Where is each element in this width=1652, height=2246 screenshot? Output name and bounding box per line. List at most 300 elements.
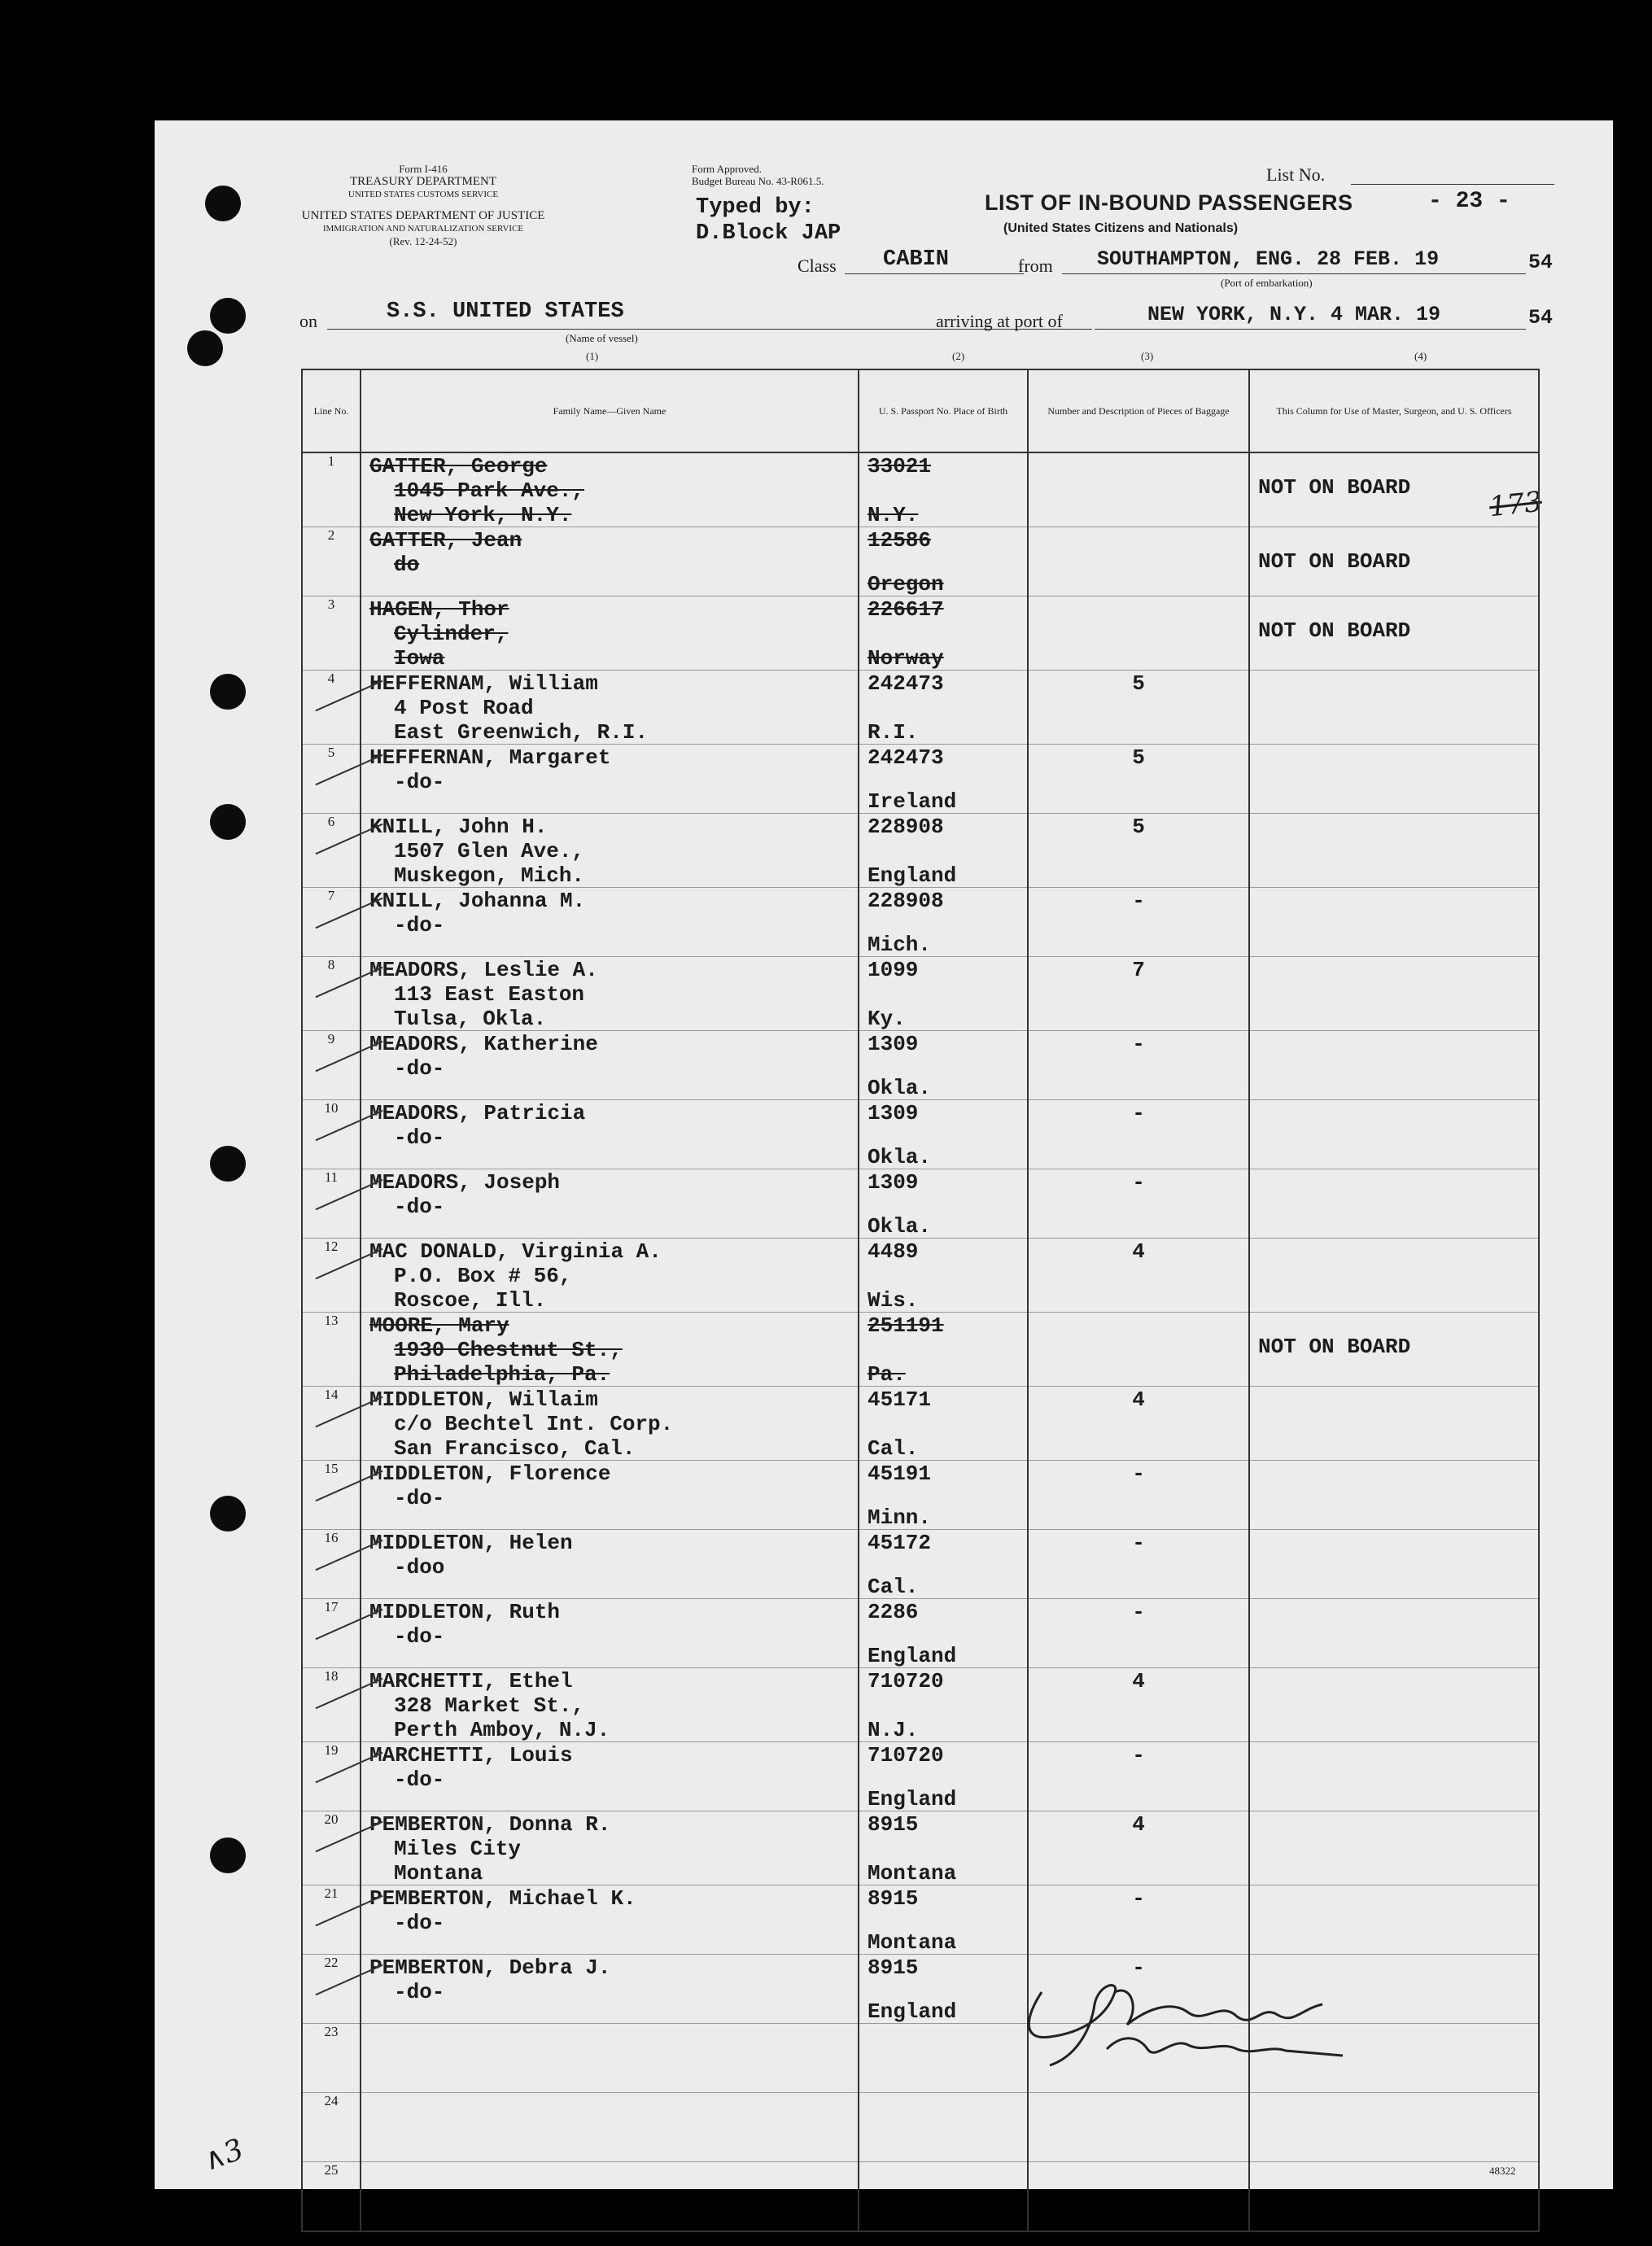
punch-hole [210, 1146, 246, 1182]
col-num-4: (4) [1414, 350, 1427, 362]
remark [1250, 1100, 1538, 1123]
name-cell [361, 745, 859, 814]
line-number: 24 [302, 2093, 361, 2162]
baggage-cell [1028, 1742, 1249, 1811]
passenger-name: PEMBERTON, Michael K. [369, 1886, 636, 1911]
on-label: on [299, 311, 317, 331]
baggage-count: 5 [1132, 745, 1145, 770]
name-cell [361, 1461, 859, 1530]
table-row [302, 452, 1539, 527]
remark [1250, 1886, 1538, 1908]
address-line-1: -do- [394, 1768, 445, 1792]
place-of-birth: N.Y. [868, 503, 919, 527]
passport-number: 8915 [868, 1886, 919, 1911]
passport-cell [859, 1387, 1028, 1461]
place-of-birth: Oregon [868, 572, 944, 596]
col-passport: U. S. Passport No. Place of Birth [859, 369, 1028, 452]
table-row [302, 745, 1539, 814]
passenger-name: MEADORS, Leslie A. [369, 958, 598, 982]
place-of-birth: Cal. [868, 1436, 919, 1461]
passport-cell [859, 1239, 1028, 1313]
passport-cell [859, 1461, 1028, 1530]
line-number: 13 [302, 1313, 361, 1387]
passport-cell [859, 1530, 1028, 1599]
place-of-birth: Okla. [868, 1145, 932, 1169]
officer-cell [1249, 1387, 1539, 1461]
table-row [302, 1886, 1539, 1955]
revision: (Rev. 12-24-52) [389, 235, 457, 247]
passport-number [859, 2162, 1027, 2164]
punch-hole [205, 186, 241, 221]
ins-service: IMMIGRATION AND NATURALIZATION SERVICE [322, 224, 524, 234]
officer-cell [1249, 1668, 1539, 1742]
passenger-name: MOORE, Mary [369, 1313, 509, 1338]
passport-number: 12586 [868, 528, 932, 553]
signature [1017, 1960, 1408, 2090]
place-of-birth: Wis. [868, 1288, 919, 1313]
table-row [302, 1031, 1539, 1100]
address-line-1: -do- [394, 1624, 445, 1649]
table-row [302, 1387, 1539, 1461]
remark [1250, 1031, 1538, 1054]
arrival-line [1095, 329, 1526, 330]
remark [1250, 1461, 1538, 1483]
baggage-count: 4 [1132, 1812, 1145, 1837]
passport-number: 33021 [868, 454, 932, 478]
arriving-label: arriving at port of [936, 311, 1063, 331]
passport-cell [859, 888, 1028, 957]
line-number: 5 [302, 745, 361, 814]
line-number: 4 [302, 671, 361, 745]
table-row [302, 1313, 1539, 1387]
name-cell [361, 1313, 859, 1387]
passenger-table [301, 369, 1540, 2232]
address-line-2: Roscoe, Ill. [394, 1288, 547, 1313]
officer-cell [1249, 1599, 1539, 1668]
passenger-name: MIDDLETON, Florence [369, 1462, 611, 1486]
arrival-year: 54 [1528, 306, 1554, 330]
baggage-count: - [1132, 1955, 1145, 1980]
address-line-1: -do- [394, 1486, 445, 1510]
passport-cell [859, 957, 1028, 1031]
baggage-cell [1028, 1530, 1249, 1599]
passport-number [859, 2024, 1027, 2025]
baggage-cell [1028, 671, 1249, 745]
address-line-1: 4 Post Road [394, 696, 534, 720]
place-of-birth: Ireland [868, 789, 957, 814]
officer-cell [1249, 1742, 1539, 1811]
col-num-1: (1) [586, 350, 599, 362]
place-of-birth: Okla. [868, 1076, 932, 1100]
table-header-row [302, 369, 1539, 452]
remark: NOT ON BOARD [1258, 549, 1411, 574]
treasury-dept: TREASURY DEPARTMENT [349, 175, 497, 188]
passport-number: 1309 [868, 1170, 919, 1195]
table-row [302, 1668, 1539, 1742]
baggage-cell [1028, 527, 1249, 596]
address-line-1: -do- [394, 1195, 445, 1219]
place-of-birth: England [868, 1999, 957, 2024]
address-line-1: Cylinder, [394, 622, 509, 646]
line-number: 12 [302, 1239, 361, 1313]
name-cell [361, 1742, 859, 1811]
passport-number: 45172 [868, 1531, 932, 1555]
name-cell [361, 888, 859, 957]
typist: D.Block JAP [696, 221, 841, 246]
table-row [302, 596, 1539, 671]
remark [1250, 671, 1538, 693]
passport-cell [859, 1313, 1028, 1387]
baggage-cell [1028, 1599, 1249, 1668]
table-row [302, 527, 1539, 596]
remark [1250, 1387, 1538, 1409]
place-of-birth: England [868, 863, 957, 888]
table-row [302, 1169, 1539, 1239]
line-number: 1 [302, 452, 361, 527]
class-line [845, 273, 1024, 274]
address-line-1: P.O. Box # 56, [394, 1264, 572, 1288]
passenger-name: MEADORS, Katherine [369, 1032, 598, 1056]
list-no-label: List No. [1266, 164, 1326, 185]
baggage-cell [1028, 452, 1249, 527]
remark [1250, 814, 1538, 837]
baggage-cell [1028, 1387, 1249, 1461]
justice-dept: UNITED STATES DEPARTMENT OF JUSTICE [301, 209, 545, 222]
address-line-2: New York, N.Y. [394, 503, 572, 527]
remark [1250, 1530, 1538, 1553]
baggage-cell [1028, 1100, 1249, 1169]
name-cell [361, 1031, 859, 1100]
name-cell [361, 957, 859, 1031]
name-cell [361, 1387, 859, 1461]
baggage-count: - [1132, 889, 1145, 913]
punch-hole [210, 298, 246, 334]
passport-number: 242473 [868, 671, 944, 696]
address-line-2 [361, 576, 858, 578]
address-line-1: 1507 Glen Ave., [394, 839, 585, 863]
address-line-2: San Francisco, Cal. [394, 1436, 636, 1461]
passport-number: 2286 [868, 1600, 919, 1624]
passenger-name: MEADORS, Patricia [369, 1101, 586, 1125]
baggage-count: 4 [1132, 1239, 1145, 1264]
passport-cell [859, 527, 1028, 596]
officer-cell [1249, 2093, 1539, 2162]
address-line-1: -do- [394, 1125, 445, 1150]
passport-cell [859, 2162, 1028, 2232]
baggage-cell [1028, 814, 1249, 888]
col-num-2: (2) [952, 350, 965, 362]
baggage-count: - [1132, 1886, 1145, 1911]
address-line-1: 1930 Chestnut St., [394, 1338, 623, 1362]
passport-number: 1309 [868, 1032, 919, 1056]
name-cell [361, 671, 859, 745]
baggage-count: 4 [1132, 1669, 1145, 1693]
embarkation-year: 54 [1528, 251, 1554, 274]
passenger-name: KNILL, Johanna M. [369, 889, 586, 913]
address-line-1: -do- [394, 770, 445, 794]
address-line-1: -do- [394, 913, 445, 937]
baggage-cell [1028, 957, 1249, 1031]
address-line-2: Iowa [394, 646, 445, 671]
officer-cell [1249, 452, 1539, 527]
baggage-cell [1028, 2093, 1249, 2162]
officer-cell [1249, 1811, 1539, 1886]
remark [1250, 1668, 1538, 1691]
address-line-1: 1045 Park Ave., [394, 478, 585, 503]
remark [1250, 2093, 1538, 2116]
baggage-count: 4 [1132, 1387, 1145, 1412]
place-of-birth: Pa. [868, 1362, 906, 1387]
passenger-name: MARCHETTI, Ethel [369, 1669, 573, 1693]
table-row [302, 1239, 1539, 1313]
officer-cell [1249, 1239, 1539, 1313]
line-number: 10 [302, 1100, 361, 1169]
line-number: 22 [302, 1955, 361, 2024]
place-of-birth: Minn. [868, 1505, 932, 1530]
officer-cell [1249, 596, 1539, 671]
passenger-name: PEMBERTON, Debra J. [369, 1955, 611, 1980]
line-number: 7 [302, 888, 361, 957]
baggage-cell [1028, 1031, 1249, 1100]
name-cell [361, 1239, 859, 1313]
punch-hole [210, 674, 246, 710]
port-embark-caption: (Port of embarkation) [1221, 277, 1313, 289]
baggage-cell [1028, 745, 1249, 814]
baggage-count [1029, 1313, 1248, 1314]
baggage-count [1029, 527, 1248, 529]
passport-number: 251191 [868, 1313, 944, 1338]
name-cell [361, 2024, 859, 2093]
table-row [302, 957, 1539, 1031]
passport-cell [859, 452, 1028, 527]
baggage-count: - [1132, 1101, 1145, 1125]
line-number: 6 [302, 814, 361, 888]
typed-by-label: Typed by: [696, 195, 815, 220]
place-of-birth: Montana [868, 1930, 957, 1955]
table-row [302, 1742, 1539, 1811]
address-line-1: c/o Bechtel Int. Corp. [394, 1412, 674, 1436]
address-line-1: -do- [394, 1911, 445, 1935]
punch-hole [210, 804, 246, 840]
address-line-1: 113 East Easton [394, 982, 585, 1007]
line-number: 3 [302, 596, 361, 671]
place-of-birth: N.J. [868, 1718, 919, 1742]
baggage-count: - [1132, 1600, 1145, 1624]
passport-cell [859, 671, 1028, 745]
officer-cell [1249, 814, 1539, 888]
passport-number: 1309 [868, 1101, 919, 1125]
remark: NOT ON BOARD [1258, 618, 1411, 643]
punch-hole [187, 330, 223, 366]
passport-number: 8915 [868, 1812, 919, 1837]
officer-cell [1249, 957, 1539, 1031]
place-of-birth: Norway [868, 646, 944, 671]
baggage-count: - [1132, 1743, 1145, 1768]
passenger-name: GATTER, George [369, 454, 548, 478]
margin-mark: ∧3 [199, 2132, 248, 2178]
name-cell [361, 596, 859, 671]
class-value: CABIN [883, 247, 950, 272]
name-cell [361, 1100, 859, 1169]
list-no-line [1351, 184, 1554, 185]
table-row [302, 1599, 1539, 1668]
address-line-2: East Greenwich, R.I. [394, 720, 649, 745]
punch-hole [210, 1837, 246, 1873]
passport-cell [859, 2093, 1028, 2162]
table-row [302, 2162, 1539, 2232]
form-approved: Form Approved. [692, 163, 762, 175]
manifest-subtitle: (United States Citizens and Nationals) [1003, 221, 1239, 235]
remark [1250, 888, 1538, 911]
name-cell [361, 1169, 859, 1239]
customs-service: UNITED STATES CUSTOMS SERVICE [347, 190, 499, 199]
remark [1250, 1169, 1538, 1192]
baggage-count: 5 [1132, 671, 1145, 696]
name-cell [361, 2162, 859, 2232]
col-name: Family Name—Given Name [361, 369, 859, 452]
passport-number: 228908 [868, 815, 944, 839]
passport-number: 1099 [868, 958, 919, 982]
place-of-birth: England [868, 1787, 957, 1811]
table-row [302, 1530, 1539, 1599]
officer-cell [1249, 1461, 1539, 1530]
line-number: 23 [302, 2024, 361, 2093]
passenger-name: MIDDLETON, Ruth [369, 1600, 561, 1624]
baggage-cell [1028, 2162, 1249, 2232]
budget-bureau: Budget Bureau No. 43-R061.5. [692, 175, 824, 187]
remark [1250, 1599, 1538, 1622]
remark [1250, 957, 1538, 980]
name-cell [361, 1811, 859, 1886]
embarkation-port: SOUTHAMPTON, ENG. 28 FEB. 19 [1097, 247, 1440, 271]
name-cell [361, 1955, 859, 2024]
officer-cell [1249, 1530, 1539, 1599]
passport-cell [859, 1169, 1028, 1239]
name-cell [361, 1886, 859, 1955]
passenger-name: MIDDLETON, Helen [369, 1531, 573, 1555]
line-number: 18 [302, 1668, 361, 1742]
passport-number: 4489 [868, 1239, 919, 1264]
arrival-port: NEW YORK, N.Y. 4 MAR. 19 [1147, 303, 1441, 326]
baggage-cell [1028, 1239, 1249, 1313]
remark [1250, 1239, 1538, 1261]
officer-cell [1249, 1313, 1539, 1387]
remark [1250, 1811, 1538, 1834]
line-number: 11 [302, 1169, 361, 1239]
place-of-birth: Montana [868, 1861, 957, 1886]
from-label: from [1018, 256, 1053, 276]
table-row [302, 671, 1539, 745]
vessel-name: S.S. UNITED STATES [387, 299, 624, 324]
passport-cell [859, 596, 1028, 671]
place-of-birth: Okla. [868, 1214, 932, 1239]
baggage-count [1029, 596, 1248, 598]
class-label: Class [798, 256, 837, 276]
passport-cell [859, 1955, 1028, 2024]
passenger-name: PEMBERTON, Donna R. [369, 1812, 611, 1837]
baggage-cell [1028, 596, 1249, 671]
line-number: 8 [302, 957, 361, 1031]
passenger-name: MIDDLETON, Willaim [369, 1387, 598, 1412]
table-row [302, 888, 1539, 957]
name-cell [361, 2093, 859, 2162]
line-number: 9 [302, 1031, 361, 1100]
address-line-2: Muskegon, Mich. [394, 863, 585, 888]
baggage-count [1029, 2162, 1248, 2164]
form-number: Form I-416 [399, 163, 448, 175]
name-cell [361, 814, 859, 888]
line-number: 16 [302, 1530, 361, 1599]
col-line: Line No. [302, 369, 361, 452]
place-of-birth: Mich. [868, 933, 932, 957]
passport-cell [859, 1100, 1028, 1169]
address-line-1: -do- [394, 1980, 445, 2004]
address-line-1: -do- [394, 1056, 445, 1081]
col-baggage: Number and Description of Pieces of Baggage [1028, 369, 1249, 452]
passenger-name: MEADORS, Joseph [369, 1170, 561, 1195]
passenger-name: HEFFERNAN, Margaret [369, 745, 611, 770]
table-row [302, 1811, 1539, 1886]
address-line-1: Miles City [394, 1837, 522, 1861]
passport-number: 45171 [868, 1387, 932, 1412]
officer-cell [1249, 1100, 1539, 1169]
line-number: 2 [302, 527, 361, 596]
passport-number: 242473 [868, 745, 944, 770]
line-number: 17 [302, 1599, 361, 1668]
line-number: 19 [302, 1742, 361, 1811]
passport-number: 710720 [868, 1743, 944, 1768]
passport-number: 8915 [868, 1955, 919, 1980]
baggage-cell [1028, 1886, 1249, 1955]
passenger-name: GATTER, Jean [369, 528, 522, 553]
passport-cell [859, 1811, 1028, 1886]
remark [1250, 1742, 1538, 1765]
baggage-count: 5 [1132, 815, 1145, 839]
manifest-page [155, 120, 1613, 2189]
baggage-count: 7 [1132, 958, 1145, 982]
vessel-caption: (Name of vessel) [566, 332, 638, 344]
address-line-1: do [394, 553, 420, 577]
line-number: 20 [302, 1811, 361, 1886]
officer-cell [1249, 1031, 1539, 1100]
table-row [302, 1100, 1539, 1169]
passenger-name: KNILL, John H. [369, 815, 548, 839]
passport-cell [859, 2024, 1028, 2093]
table-row [302, 814, 1539, 888]
passport-number: 228908 [868, 889, 944, 913]
officer-cell [1249, 527, 1539, 596]
baggage-count: - [1132, 1032, 1145, 1056]
name-cell [361, 1668, 859, 1742]
baggage-cell [1028, 1169, 1249, 1239]
baggage-count [1029, 2093, 1248, 2095]
officer-cell [1249, 888, 1539, 957]
table-row [302, 2093, 1539, 2162]
address-line-2: Tulsa, Okla. [394, 1007, 547, 1031]
line-number: 14 [302, 1387, 361, 1461]
col-num-3: (3) [1141, 350, 1154, 362]
passport-cell [859, 1886, 1028, 1955]
baggage-count [1029, 453, 1248, 455]
baggage-cell [1028, 1811, 1249, 1886]
remark: NOT ON BOARD [1258, 1335, 1411, 1359]
name-cell [361, 527, 859, 596]
line-number: 25 [302, 2162, 361, 2232]
passport-number: 710720 [868, 1669, 944, 1693]
manifest-title: LIST OF IN-BOUND PASSENGERS [985, 190, 1353, 215]
baggage-count: - [1132, 1531, 1145, 1555]
remark: NOT ON BOARD [1258, 475, 1411, 500]
